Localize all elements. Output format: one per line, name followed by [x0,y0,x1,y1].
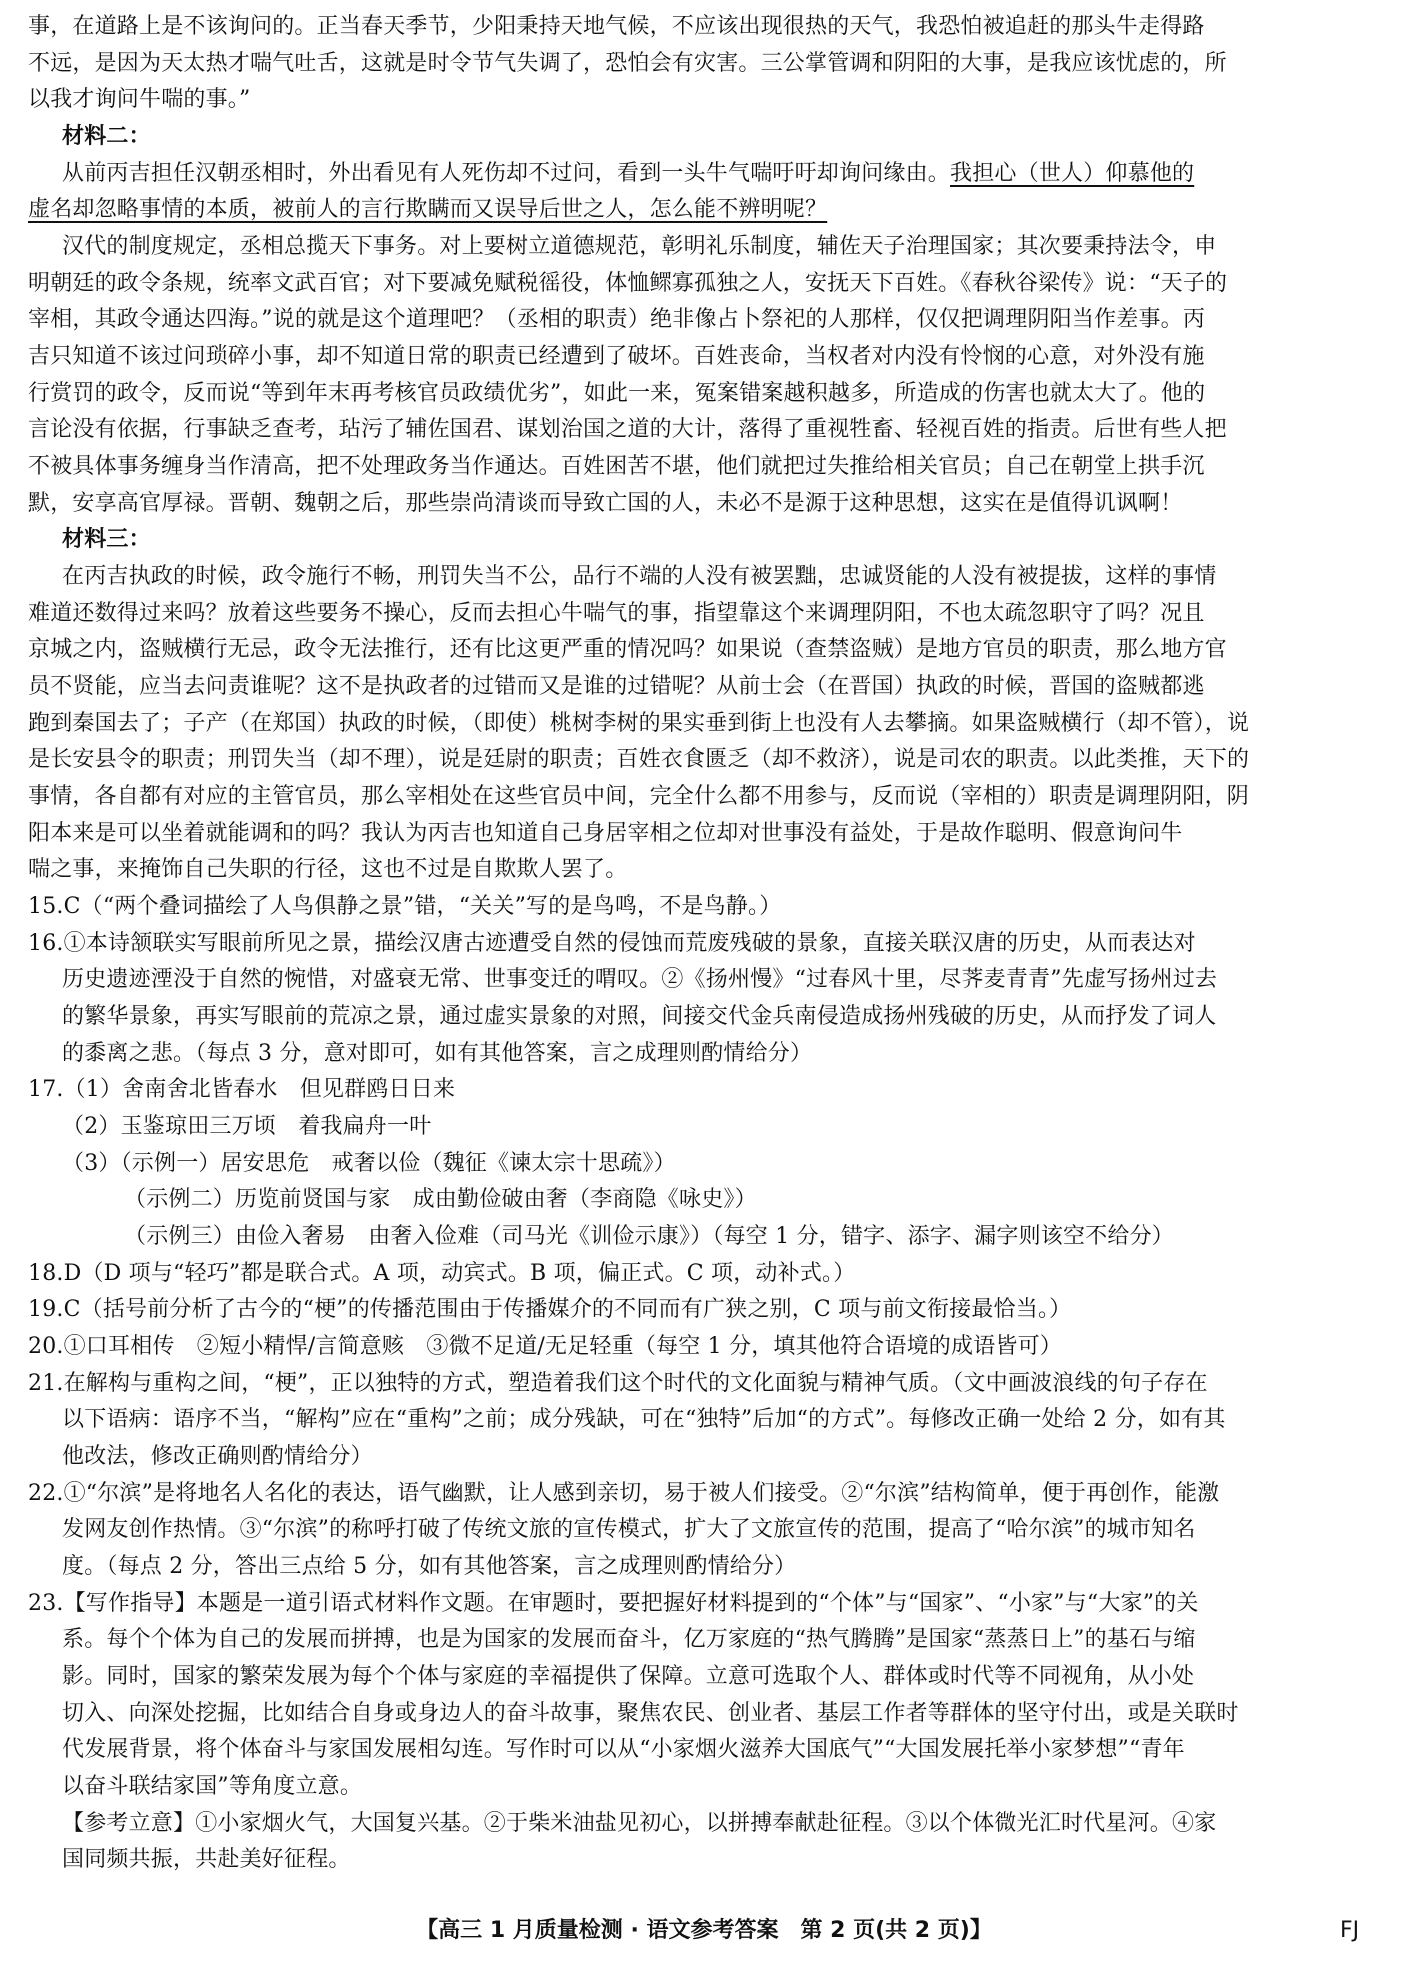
text-line: （3）（示例一）居安思危 戒奢以俭（魏征《谏太宗十思疏》） [62,1151,676,1176]
text-line: 员不贤能，应当去问责谁呢？这不是执政者的过错而又是谁的过错呢？从前士会（在晋国）执政的时候，晋国的盗贼都逃 [28,674,1205,699]
answer-16: 16.①本诗颔联实写眼前所见之景，描绘汉唐古迹遭受自然的侵蚀而荒废残破的景象，直接关联汉唐的历史，从而表达对 [28,931,1196,956]
text-line: 他改法，修改正确则酌情给分） [62,1444,373,1469]
text-line: 国同频共振，共赴美好征程。 [62,1847,351,1872]
text-line: 以我才询问牛喘的事。” [28,87,251,112]
answer-18: 18.D（D 项与“轻巧”都是联合式。A 项，动宾式。B 项，偏正式。C 项，动补式。） [28,1261,856,1286]
text-line: 系。每个个体为自己的发展而拼搏，也是为国家的发展而奋斗，亿万家庭的“热气腾腾”是国家“蒸蒸日上”的基石与缩 [62,1627,1196,1652]
text-line: 事情，各自都有对应的主管官员，那么宰相处在这些官员中间，完全什么都不用参与，反而说（宰相的）职责是调理阴阳，阴 [28,784,1250,809]
answer-19: 19.C（括号前分析了古今的“梗”的传播范围由于传播媒介的不同而有广狭之别，C 项与前文衔接最恰当。） [28,1297,1072,1322]
text-line: 默，安享高官厚禄。晋朝、魏朝之后，那些崇尚清谈而导致亡国的人，未必不是源于这种思想，这实在是值得讥讽啊！ [28,491,1183,516]
text-line: 京城之内，盗贼横行无忌，政令无法推行，还有比这更严重的情况吗？如果说（查禁盗贼）是地方官员的职责，那么地方官 [28,637,1227,662]
text-line: 切入、向深处挖掘，比如结合自身或身边人的奋斗故事，聚焦农民、创业者、基层工作者等群体的坚守付出，或是关联时 [62,1701,1239,1726]
text-line: 汉代的制度规定，丞相总揽天下事务。对上要树立道德规范，彰明礼乐制度，辅佐天子治理国家；其次要秉持法令，申 [62,234,1217,259]
underlined-sentence: 虚名却忽略事情的本质，被前人的言行欺瞒而又误导后世之人，怎么能不辨明呢？ [28,197,828,222]
text-line: 发网友创作热情。③“尔滨”的称呼打破了传统文旅的宣传模式，扩大了文旅宣传的范围，提高了“哈尔滨”的城市知名 [62,1517,1196,1542]
answer-15: 15.C（“两个叠词描绘了人鸟俱静之景”错，“关关”写的是鸟鸣，不是鸟静。） [28,894,782,919]
text-line: 事，在道路上是不该询问的。正当春天季节，少阳秉持天地气候，不应该出现很热的天气，我恐怕被追赶的那头牛走得路 [28,14,1205,39]
text-line: 代发展背景，将个体奋斗与家国发展相勾连。写作时可以从“小家烟火滋养大国底气”“大国发展托举小家梦想”“青年 [62,1737,1185,1762]
answer-17: 17.（1）舍南舍北皆春水 但见群鸥日日来 [28,1077,456,1102]
text-line: （2）玉鉴琼田三万顷 着我扁舟一叶 [62,1114,432,1139]
answer-22: 22.①“尔滨”是将地名人名化的表达，语气幽默，让人感到亲切，易于被人们接受。②“尔滨”结构简单，便于再创作，能激 [28,1481,1220,1506]
text-line: 难道还数得过来吗？放着这些要务不操心，反而去担心牛喘气的事，指望靠这个来调理阴阳，不也太疏忽职守了吗？况且 [28,601,1205,626]
text-line: （示例三）由俭入奢易 由奢入俭难（司马光《训俭示康》）（每空 1 分，错字、添字、漏字则该空不给分） [124,1224,1174,1249]
section-heading-material-2: 材料二： [62,124,151,149]
answer-23: 23.【写作指导】本题是一道引语式材料作文题。在审题时，要把握好材料提到的“个体”与“国家”、“小家”与“大家”的关 [28,1591,1199,1616]
reference-ideas: 【参考立意】①小家烟火气，大国复兴基。②于柴米油盐见初心，以拼搏奉献赴征程。③以个体微光汇时代星河。④家 [62,1811,1217,1836]
text-span: 从前丙吉担任汉朝丞相时，外出看见有人死伤却不过问，看到一头牛气喘吁吁却询问缘由。 [62,161,951,186]
text-line: 喘之事，来掩饰自己失职的行径，这也不过是自欺欺人罢了。 [28,857,628,882]
answer-20: 20.①口耳相传 ②短小精悍/言简意赅 ③微不足道/无足轻重（每空 1 分，填其他符合语境的成语皆可） [28,1334,1062,1359]
underlined-sentence: 我担心（世人）仰慕他的 [950,161,1195,186]
text-line: 不被具体事务缠身当作清高，把不处理政务当作通达。百姓困苦不堪，他们就把过失推给相关官员；自己在朝堂上拱手沉 [28,454,1205,479]
text-line: 行赏罚的政令，反而说“等到年末再考核官员政绩优劣”，如此一来，冤案错案越积越多，所造成的伤害也就太大了。他的 [28,381,1206,406]
answer-21: 21.在解构与重构之间，“梗”，正以独特的方式，塑造着我们这个时代的文化面貌与精神气质。（文中画波浪线的句子存在 [28,1371,1208,1396]
text-line: 以奋斗联结家国”等角度立意。 [62,1774,363,1799]
footer-code: FJ [1340,1918,1360,1943]
text-line: 是长安县令的职责；刑罚失当（却不理），说是廷尉的职责；百姓衣食匮乏（却不救济），说是司农的职责。以此类推，天下的 [28,747,1250,772]
text-line: 不远，是因为天太热才喘气吐舌，这就是时令节气失调了，恐怕会有灾害。三公掌管调和阴阳的大事，是我应该忧虑的，所 [28,51,1227,76]
text-line: 阳本来是可以坐着就能调和的吗？我认为丙吉也知道自己身居宰相之位却对世事没有益处，于是故作聪明、假意询问牛 [28,821,1183,846]
text-line: 以下语病：语序不当，“解构”应在“重构”之前；成分残缺，可在“独特”后加“的方式”。每修改正确一处给 2 分，如有其 [62,1407,1226,1432]
text-line: （示例二）历览前贤国与家 成由勤俭破由奢（李商隐《咏史》） [124,1187,757,1212]
text-line: 度。（每点 2 分，答出三点给 5 分，如有其他答案，言之成理则酌情给分） [62,1554,797,1579]
text-line: 跑到秦国去了；子产（在郑国）执政的时候，（即使）桃树李树的果实垂到街上也没有人去攀摘。如果盗贼横行（却不管），说 [28,711,1250,736]
text-line: 的黍离之悲。（每点 3 分，意对即可，如有其他答案，言之成理则酌情给分） [62,1041,813,1066]
text-line: 宰相，其政令通达四海。”说的就是这个道理吧？（丞相的职责）绝非像占卜祭祀的人那样，仅仅把调理阴阳当作差事。丙 [28,307,1206,332]
section-heading-material-3: 材料三： [62,527,151,552]
footer-title: 【高三 1 月质量检测 · 语文参考答案 第 2 页(共 2 页)】 [416,1918,992,1943]
text-line: 明朝廷的政令条规，统率文武百官；对下要减免赋税徭役，体恤鳏寡孤独之人，安抚天下百姓。《春秋谷梁传》说：“天子的 [28,271,1228,296]
text-line: 的繁华景象，再实写眼前的荒凉之景，通过虚实景象的对照，间接交代金兵南侵造成扬州残破的历史，从而抒发了词人 [62,1004,1217,1029]
text-line: 在丙吉执政的时候，政令施行不畅，刑罚失当不公，品行不端的人没有被罢黜，忠诚贤能的人没有被提拔，这样的事情 [62,564,1217,589]
text-line: 言论没有依据，行事缺乏查考，玷污了辅佐国君、谋划治国之道的大计，落得了重视牲畜、轻视百姓的指责。后世有些人把 [28,417,1227,442]
text-line: 历史遗迹湮没于自然的惋惜，对盛衰无常、世事变迁的喟叹。②《扬州慢》“过春风十里，尽荠麦青青”先虚写扬州过去 [62,967,1218,992]
text-line [62,155,1194,192]
text-line: 吉只知道不该过问琐碎小事，却不知道日常的职责已经遭到了破坏。百姓丧命，当权者对内没有怜悯的心意，对外没有施 [28,344,1205,369]
text-line: 影。同时，国家的繁荣发展为每个个体与家庭的幸福提供了保障。立意可选取个人、群体或时代等不同视角，从小处 [62,1664,1195,1689]
